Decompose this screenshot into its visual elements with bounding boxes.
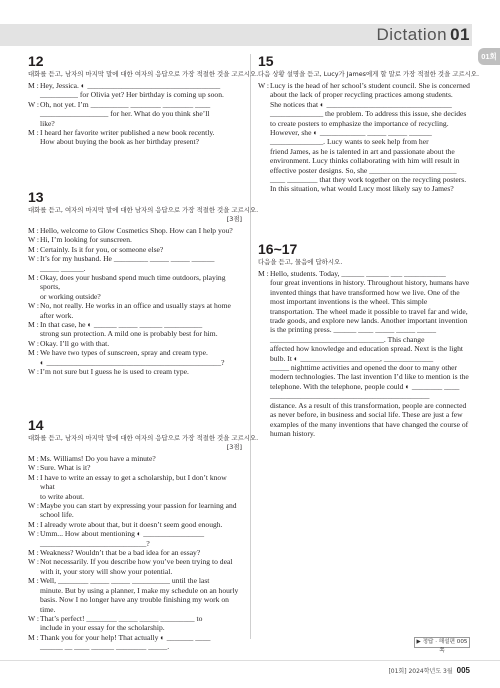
dialogue-line	[28, 510, 242, 519]
speaker-label	[258, 288, 270, 297]
dialogue-line	[28, 595, 242, 614]
question-14	[28, 417, 259, 652]
speaker-label: M :	[28, 348, 39, 358]
dialogue-line	[28, 576, 242, 585]
speaker-label: M :	[28, 273, 39, 283]
header-title: Dictation 01	[376, 25, 470, 44]
page-number: 005	[456, 666, 470, 675]
question-number: 13	[28, 189, 44, 205]
dialogue-line	[28, 520, 242, 529]
speaker-label: M :	[258, 269, 269, 278]
speaker-label	[28, 358, 40, 367]
dialogue-line	[28, 633, 242, 642]
line-text: telephone. With the telephone, people could ◐ ________ ____	[270, 381, 460, 391]
line-text: Hello, welcome to Glow Cosmetics Shop. How can I help you?	[40, 226, 233, 235]
speaker-label: W :	[258, 81, 270, 90]
question-instruction: 다음을 듣고, 물음에 답하시오.	[258, 258, 343, 266]
dialogue	[28, 81, 242, 147]
line-text: distance. As a result of this transformation, people are connected	[270, 400, 467, 410]
dialogue-line	[28, 245, 242, 254]
dialogue-line	[28, 264, 242, 273]
line-text: include in your essay for the scholarship.	[40, 623, 165, 633]
speaker-label	[258, 316, 270, 325]
page-footer	[388, 666, 470, 675]
line-text: basis. Now I no longer have any trouble finishing my work on time.	[40, 595, 229, 614]
dialogue-line	[258, 109, 472, 118]
speaker-label	[28, 623, 40, 632]
line-text: It’s for my husband. He _________ _____ _____ ______	[40, 254, 215, 264]
line-text: invented things that have transformed how we live. One of the	[270, 287, 460, 297]
dialogue-line	[28, 614, 242, 623]
speaker-label	[258, 90, 270, 99]
dialogue	[28, 454, 242, 652]
dialogue-line	[28, 339, 242, 348]
line-text: four great inventions in history. Throughout history, humans have	[270, 278, 470, 288]
line-text: Hi, I’m looking for sunscreen.	[40, 235, 132, 245]
speaker-label	[258, 391, 270, 400]
dialogue	[258, 81, 472, 194]
speaker-label	[258, 410, 270, 419]
dialogue-line	[28, 81, 242, 90]
dialogue-line	[28, 90, 242, 99]
dialogue-line	[258, 81, 472, 90]
speaker-label: M :	[28, 244, 39, 254]
line-text: How about buying the book as her birthday present?	[40, 137, 200, 147]
line-text: Hey, Jessica. ◐ ___________________________________	[40, 81, 221, 90]
speaker-label: W :	[28, 529, 40, 539]
line-text: Well, ________ _____ _____ __________ until the last	[40, 576, 210, 586]
footer-divider	[0, 660, 500, 661]
line-text: ______ __ ____ ______ ________ _____.	[40, 642, 170, 652]
speaker-label	[258, 363, 270, 372]
dialogue-line	[258, 363, 472, 372]
line-text: ______________. Lucy wants to seek help from her	[270, 137, 429, 147]
column-divider	[250, 54, 251, 639]
speaker-label: M :	[28, 81, 39, 90]
line-text: I have to write an essay to get a scholarship, but I don’t know what	[40, 472, 227, 492]
question-15	[258, 53, 479, 194]
line-text: after work.	[40, 310, 74, 320]
speaker-label	[28, 510, 40, 519]
line-text: Oh, not yet. I’m __________ ________ ________ ____	[40, 99, 211, 109]
dialogue-line	[28, 301, 242, 310]
speaker-label: M :	[28, 548, 39, 558]
speaker-label	[258, 335, 270, 344]
line-text: ◐ ______________________________________________?	[40, 357, 225, 367]
line-text: _____ ______.	[40, 263, 86, 273]
line-text: ____ ________ that they work together on the recycling posters.	[270, 175, 467, 185]
dialogue	[28, 226, 242, 377]
speaker-label	[28, 595, 40, 614]
dialogue-line	[28, 311, 242, 320]
line-text: as never before, in business and social life. These are just a few	[270, 410, 463, 420]
speaker-label: M :	[28, 128, 39, 138]
speaker-label	[258, 278, 270, 287]
speaker-label: M :	[28, 632, 39, 642]
question-instruction: 대화를 듣고, 남자의 마지막 말에 대한 여자의 응답으로 가장 적절한 것을 고르시오.	[28, 70, 259, 78]
dialogue-line	[258, 175, 472, 184]
dialogue	[258, 269, 472, 438]
line-text: __________________ for her. What do you think she’ll	[40, 109, 210, 119]
line-text: Certainly. Is it for you, or someone else?	[40, 244, 164, 254]
line-text: trade goods, and explore new lands. Another important invention	[270, 316, 468, 326]
speaker-label	[28, 492, 40, 501]
dialogue-line	[28, 586, 242, 595]
speaker-label: M :	[28, 576, 39, 586]
points-label: [3점]	[226, 215, 242, 223]
dialogue-line	[28, 548, 242, 557]
speaker-label	[28, 292, 40, 301]
speaker-label	[28, 119, 40, 128]
dialogue-line	[258, 335, 472, 344]
dialogue-line	[258, 288, 472, 297]
speaker-label: W :	[28, 235, 40, 245]
speaker-label	[28, 586, 40, 595]
dialogue-line	[28, 463, 242, 472]
question-number: 16~17	[258, 241, 298, 257]
dialogue-line	[258, 429, 472, 438]
line-text: is the printing press. ______ ____ _____ _____ _____	[270, 325, 437, 335]
line-text: I’m not sure but I guess he is used to cream type.	[40, 367, 189, 377]
question-instruction: 다음 상황 설명을 듣고, Lucy가 James에게 할 말로 가장 적절한 것을 고르시오.	[258, 70, 479, 78]
dialogue-line	[28, 358, 242, 367]
speaker-label: M :	[28, 519, 39, 529]
speaker-label	[258, 128, 270, 137]
line-text: human history.	[270, 428, 316, 438]
speaker-label	[258, 109, 270, 118]
dialogue-line	[28, 557, 242, 566]
dialogue-line	[258, 420, 472, 429]
line-text: examples of the many inventions that have changed the course of	[270, 419, 469, 429]
speaker-label	[28, 90, 40, 99]
speaker-label	[258, 175, 270, 184]
line-text: __________ for Olivia yet? Her birthday is coming up soon.	[40, 90, 224, 100]
dialogue-line	[28, 109, 242, 118]
dialogue-line	[258, 269, 472, 278]
line-text: Not necessarily. If you describe how you’ve been trying to deal	[40, 557, 233, 567]
question-12	[28, 53, 259, 147]
dialogue-line	[258, 354, 472, 363]
line-text: Okay, does your husband spend much time outdoors, playing sports,	[40, 273, 226, 292]
dialogue-line	[258, 100, 472, 109]
speaker-label	[258, 307, 270, 316]
dialogue-line	[28, 273, 242, 292]
line-text: bulb. It ◐ _____________________, _____________	[270, 353, 434, 363]
points-label: [3점]	[226, 443, 242, 451]
question-number: 12	[28, 53, 44, 69]
dialogue-line	[28, 492, 242, 501]
speaker-label	[28, 539, 40, 548]
line-text: Weakness? Wouldn’t that be a bad idea for an essay?	[40, 548, 201, 558]
speaker-label	[258, 100, 270, 109]
dialogue-line	[28, 501, 242, 510]
speaker-label: M :	[28, 320, 39, 330]
dialogue-line	[28, 292, 242, 301]
line-text: _____ nighttime activities and opened the door to many other	[270, 363, 458, 373]
dialogue-line	[28, 137, 242, 146]
dialogue-line	[28, 642, 242, 651]
speaker-label	[258, 297, 270, 306]
line-text: environment. Lucy thinks collaborating with him will result in	[270, 156, 460, 166]
line-text: Maybe you can start by expressing your passion for learning and	[40, 501, 237, 511]
line-text: school life.	[40, 510, 74, 520]
speaker-label: W :	[28, 367, 40, 377]
speaker-label	[258, 147, 270, 156]
speaker-label	[258, 354, 270, 363]
speaker-label	[28, 311, 40, 320]
speaker-label	[258, 325, 270, 334]
dialogue-line	[258, 278, 472, 287]
speaker-label: W :	[28, 557, 40, 567]
question-13	[28, 189, 259, 377]
line-text: In that case, he ◐ ______ _____ ______ __________	[40, 320, 203, 330]
side-tab: 01회	[478, 48, 500, 65]
speaker-label	[258, 184, 270, 193]
dialogue-line	[28, 567, 242, 576]
speaker-label	[258, 137, 270, 146]
dialogue-line	[28, 254, 242, 263]
line-text: affected how knowledge and education spread. Next is the light	[270, 344, 464, 354]
line-text: transportation. The wheel made it possible to travel far and wide,	[270, 306, 468, 316]
dialogue-line	[258, 128, 472, 137]
dialogue-line	[28, 119, 242, 128]
dialogue-line	[258, 90, 472, 99]
speaker-label: W :	[28, 613, 40, 623]
speaker-label: M :	[28, 472, 39, 482]
question-instruction: 대화를 듣고, 남자의 마지막 말에 대한 여자의 응답으로 가장 적절한 것을 고르시오.	[28, 434, 259, 442]
speaker-label	[258, 420, 270, 429]
question-instruction: 대화를 듣고, 여자의 마지막 말에 대한 남자의 응답으로 가장 적절한 것을 고르시오.	[28, 206, 259, 214]
dialogue-line	[258, 391, 472, 400]
line-text: modern technologies. The last invention I’d like to mention is the	[270, 372, 469, 382]
speaker-label	[28, 329, 40, 338]
dialogue-line	[28, 235, 242, 244]
dialogue-line	[258, 147, 472, 156]
dialogue-line	[28, 128, 242, 137]
dialogue-line	[28, 473, 242, 492]
line-text: In this situation, what would Lucy most likely say to James?	[270, 184, 454, 194]
page-header	[0, 0, 500, 48]
line-text: We have two types of sunscreen, spray and cream type.	[40, 348, 208, 358]
line-text: ____________________________?	[40, 538, 150, 548]
speaker-label: W :	[28, 338, 40, 348]
dialogue-line	[28, 100, 242, 109]
dialogue-line	[258, 316, 472, 325]
line-text: Lucy is the head of her school’s student council. She is concerned	[270, 81, 470, 90]
line-text: to create posters to emphasize the importance of recycling.	[270, 118, 449, 128]
speaker-label: W :	[28, 463, 40, 473]
speaker-label	[258, 429, 270, 438]
line-text: No, not really. He works in an office and usually stays at home	[40, 301, 231, 311]
question-number: 14	[28, 417, 44, 433]
speaker-label: W :	[28, 501, 40, 511]
line-text: That’s perfect! ________ _____ _____ _________ to	[40, 613, 203, 623]
line-text: She notices that ◐ _________________________________	[270, 99, 452, 109]
dialogue-line	[258, 382, 472, 391]
speaker-label	[258, 156, 270, 165]
dialogue-line	[258, 156, 472, 165]
dialogue-line	[28, 623, 242, 632]
line-text: __________________________________________	[270, 391, 430, 401]
answer-reference: ▶ 정답 · 해설편 005쪽	[414, 637, 470, 648]
dialogue-line	[258, 119, 472, 128]
speaker-label: M :	[28, 226, 39, 235]
speaker-label: W :	[28, 254, 40, 264]
line-text: ______________________________. This change	[270, 334, 425, 344]
dialogue-line	[258, 372, 472, 381]
line-text: Hello, students. Today, ______ ______ ___ ___________	[270, 269, 446, 278]
line-text: Okay. I’ll go with that.	[40, 338, 110, 348]
speaker-label	[28, 642, 40, 651]
line-text: minute. But by using a planner, I make my schedule on an hourly	[40, 585, 239, 595]
line-text: to write about.	[40, 491, 85, 501]
line-text: Thank you for your help! That actually ◐ _______ ____	[40, 632, 211, 642]
dialogue-line	[28, 226, 242, 235]
speaker-label	[28, 137, 40, 146]
speaker-label	[258, 401, 270, 410]
dialogue-line	[258, 401, 472, 410]
dialogue-line	[28, 529, 242, 538]
dialogue-line	[28, 539, 242, 548]
speaker-label	[258, 119, 270, 128]
dialogue-line	[258, 344, 472, 353]
speaker-label	[28, 567, 40, 576]
line-text: I already wrote about that, but it doesn’t seem good enough.	[40, 519, 223, 529]
speaker-label	[28, 109, 40, 118]
speaker-label: W :	[28, 99, 40, 109]
dialogue-line	[28, 367, 242, 376]
line-text: I heard her favorite writer published a new book recently.	[40, 128, 215, 138]
dialogue-line	[28, 454, 242, 463]
question-16-17	[258, 242, 472, 438]
question-number: 15	[258, 53, 274, 69]
line-text: most important inventions is the wheel. This simple	[270, 297, 428, 307]
line-text: strong sun protection. A mild one is probably best for him.	[40, 329, 218, 339]
line-text: However, she ◐ ____________ _____ _____ ______	[270, 128, 432, 138]
speaker-label: W :	[28, 301, 40, 311]
speaker-label	[258, 372, 270, 381]
line-text: Ms. Williams! Do you have a minute?	[40, 454, 156, 463]
dialogue-line	[258, 166, 472, 175]
speaker-label	[258, 166, 270, 175]
dialogue-line	[258, 307, 472, 316]
footer-text: [01회] 2024학년도 3월	[388, 668, 453, 675]
line-text: with it, your story will show your potential.	[40, 566, 173, 576]
line-text: Sure. What is it?	[40, 463, 91, 473]
speaker-label: M :	[28, 454, 39, 463]
line-text: friend James, as he is talented in art and passionate about the	[270, 146, 455, 156]
dialogue-line	[28, 329, 242, 338]
dialogue-line	[28, 348, 242, 357]
line-text: Umm... How about mentioning ◐ ________________	[40, 529, 205, 539]
dialogue-line	[258, 184, 472, 193]
speaker-label	[258, 344, 270, 353]
speaker-label	[258, 382, 270, 391]
line-text: or working outside?	[40, 291, 101, 301]
line-text: ______________ the problem. To address this issue, she decides	[270, 109, 467, 119]
dialogue-line	[28, 320, 242, 329]
line-text: like?	[40, 118, 55, 128]
dialogue-line	[258, 410, 472, 419]
line-text: about the lack of proper recycling practices among students.	[270, 90, 453, 100]
dialogue-line	[258, 297, 472, 306]
line-text: effective poster designs. So, she _______________________	[270, 165, 457, 175]
dialogue-line	[258, 325, 472, 334]
dialogue-line	[258, 137, 472, 146]
speaker-label	[28, 264, 40, 273]
